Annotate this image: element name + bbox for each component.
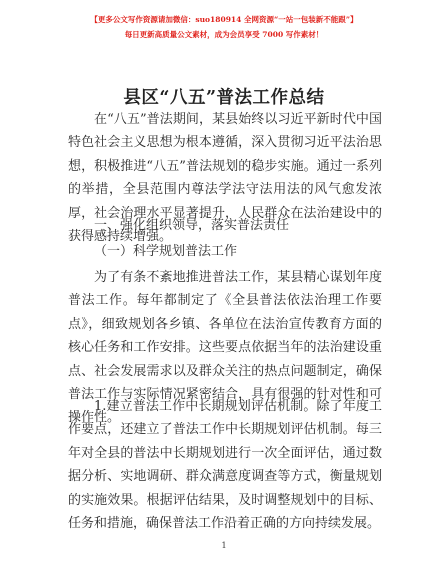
intro-text: 在“八五”普法期间，某县始终以习近平新时代中国特色社会主义思想为根本遵循，深入贯彻习近平法治思想，积极推进“八五”普法规划的稳步实施。通过一系列的举措，全县范围内尊法学法守法用法的风气愈发浓厚，社会治理水平显著提升，人民群众在法治建设中的获得感持续增强。 [68,112,382,245]
subsection-heading-text: （一）科学规划普法工作 [94,244,238,259]
mechanism-paragraph [68,395,382,535]
mechanism-text [68,395,382,535]
promo-banner-line-2: 每日更新高质量公文素材，成为会员享受 7000 写作素材！ [124,30,324,39]
subsection-heading [68,240,382,263]
section-heading [68,214,382,237]
mechanism-body: 建立普法工作中长期规划评估机制。除了年度工作要点，还建立了普法工作中长期规划评估机制。每三年对全县的普法中长期规划进行一次全面评估，通过数据分析、实地调研、群众满意度调查等方式，衡量规划的实施效果。根据评估结果，及时调整规划中的目标、任务和措施，确保普法工作沿着正确的方向持续发展。 [68,399,382,532]
page-number: 1 [221,541,227,550]
planning-text: 为了有条不紊地推进普法工作，某县精心谋划年度普法工作。每年都制定了《全县普法依法治理工作要点》，细致规划各乡镇、各单位在法治宣传教育方面的核心任务和工作安排。这些要点依据当年的法治建设重点、社会发展需求以及群众关注的热点问题制定，确保普法工作与实际情况紧密结合，具有很强的针对性和可操作性。 [68,270,382,426]
mechanism-number: 1. [94,399,107,414]
document-title: 县区“八五”普法工作总结 [123,88,325,108]
section-heading-text: 一、强化组织领导，落实普法责任 [94,218,290,233]
promo-banner-line-1: 【更多公文写作资源请加微信：suo180914 全网资源“一站一包装新不能跟”】 [90,15,358,24]
